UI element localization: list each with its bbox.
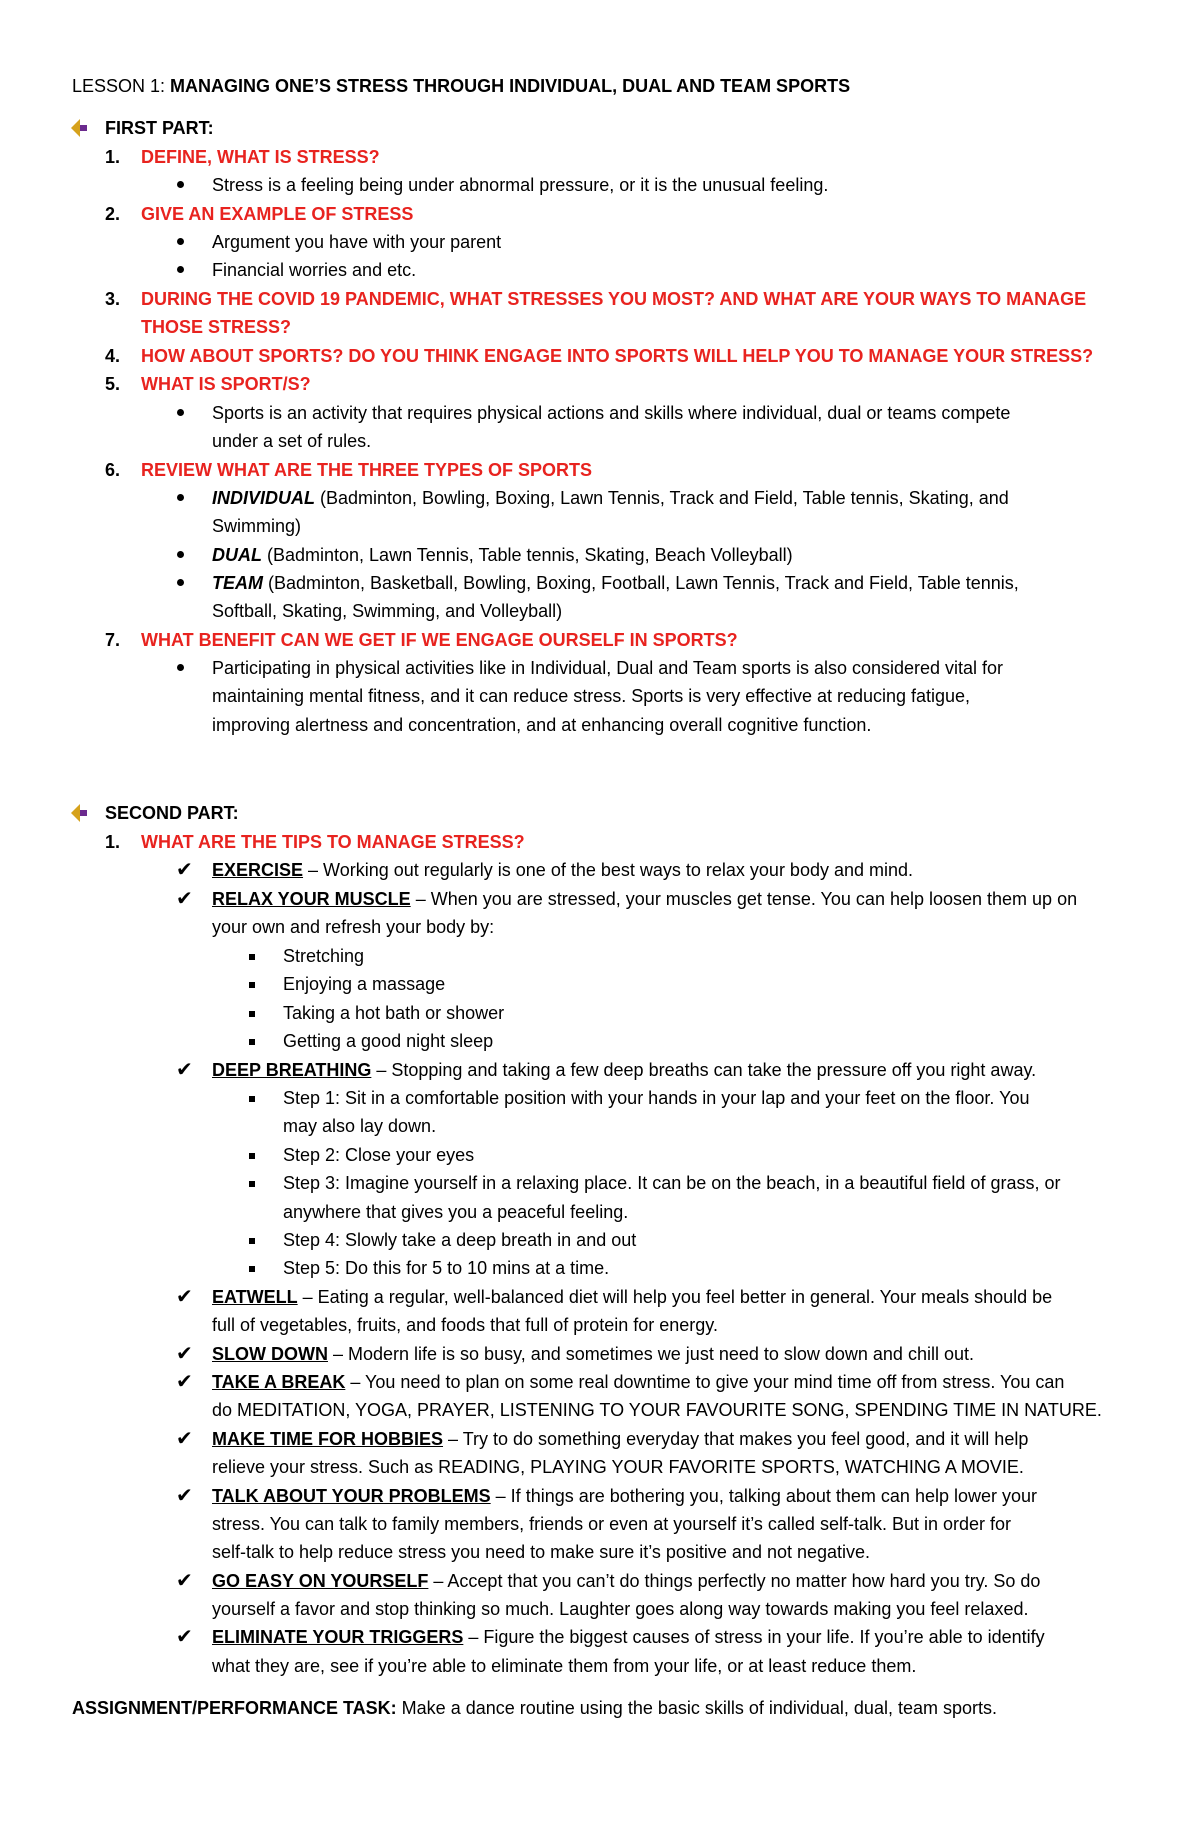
question-number: 2. [105,204,121,224]
square-bullet-icon [249,1096,255,1102]
question-text: WHAT BENEFIT CAN WE GET IF WE ENGAGE OURSELF IN SPORTS? [141,630,738,650]
answer-text: Sports is an activity that requires physical actions and skills where individual, dual or teams compete [212,403,1011,423]
tip-hobbies: MAKE TIME FOR HOBBIES – Try to do something everyday that makes you feel good, and it will help [212,1429,1029,1449]
question-text: WHAT IS SPORT/S? [141,374,311,394]
list-item: Getting a good night sleep [283,1031,494,1051]
first-part-heading: FIRST PART: [105,118,214,138]
checkmark-icon: ✔ [176,1286,193,1308]
tip-slow-down: SLOW DOWN – Modern life is so busy, and sometimes we just need to slow down and chill out. [212,1344,974,1364]
tip-text: yourself a favor and stop thinking so much. Laughter goes along way towards making you feel relaxed. [212,1599,1029,1619]
tip-eatwell: EATWELL – Eating a regular, well-balanced diet will help you feel better in general. Your meals should be [212,1287,1053,1307]
checkmark-icon: ✔ [176,1626,193,1648]
page-title: LESSON 1: MANAGING ONE’S STRESS THROUGH INDIVIDUAL, DUAL AND TEAM SPORTS [72,76,851,96]
tip-exercise: EXERCISE – Working out regularly is one of the best ways to relax your body and mind. [212,860,914,880]
bullet-dot-icon [177,579,184,586]
tip-take-a-break: TAKE A BREAK – You need to plan on some real downtime to give your mind time off from stress. You can [212,1372,1065,1392]
question-number: 6. [105,460,121,480]
square-bullet-icon [249,1039,255,1045]
answer-text: Swimming) [212,516,302,536]
tip-text: stress. You can talk to family members, friends or even at yourself it’s called self-talk. But in order for [212,1514,1012,1534]
bullet-dot-icon [177,266,184,273]
list-item: Enjoying a massage [283,974,446,994]
tip-eliminate-triggers: ELIMINATE YOUR TRIGGERS – Figure the biggest causes of stress in your life. If you’re able to identify [212,1627,1045,1647]
tip-text: self-talk to help reduce stress you need to make sure it’s positive and not negative. [212,1542,871,1562]
sport-type-dual: DUAL (Badminton, Lawn Tennis, Table tennis, Skating, Beach Volleyball) [212,545,793,565]
bullet-dot-icon [177,494,184,501]
answer-text: Stress is a feeling being under abnormal pressure, or it is the unusual feeling. [212,175,829,195]
bullet-dot-icon [177,238,184,245]
question-text: DURING THE COVID 19 PANDEMIC, WHAT STRESSES YOU MOST? AND WHAT ARE YOUR WAYS TO MANAGE [141,289,1087,309]
square-bullet-icon [249,1266,255,1272]
question-text: WHAT ARE THE TIPS TO MANAGE STRESS? [141,832,525,852]
question-text: REVIEW WHAT ARE THE THREE TYPES OF SPORTS [141,460,593,480]
square-bullet-icon [249,1011,255,1017]
answer-text: Softball, Skating, Swimming, and Volleyball) [212,601,563,621]
question-number: 3. [105,289,121,309]
checkmark-icon: ✔ [176,1343,193,1365]
tip-text: what they are, see if you’re able to eliminate them from your life, or at least reduce them. [212,1656,917,1676]
list-item: Step 1: Sit in a comfortable position with your hands in your lap and your feet on the floor. You [283,1088,1030,1108]
sport-type-team: TEAM (Badminton, Basketball, Bowling, Boxing, Football, Lawn Tennis, Track and Field, Table tennis, [212,573,1019,593]
list-item: Step 3: Imagine yourself in a relaxing place. It can be on the beach, in a beautiful field of grass, or [283,1173,1061,1193]
checkmark-icon: ✔ [176,1428,193,1450]
sport-type-individual: INDIVIDUAL (Badminton, Bowling, Boxing, Lawn Tennis, Track and Field, Table tennis, Skating, and [212,488,1009,508]
second-part-heading: SECOND PART: [105,803,239,823]
question-number: 1. [105,147,121,167]
question-number: 4. [105,346,121,366]
list-item: Taking a hot bath or shower [283,1003,505,1023]
question-number: 5. [105,374,121,394]
square-bullet-icon [249,1181,255,1187]
answer-text: under a set of rules. [212,431,372,451]
bullet-dot-icon [177,551,184,558]
checkmark-icon: ✔ [176,1570,193,1592]
bullet-dot-icon [177,409,184,416]
tip-deep-breathing: DEEP BREATHING – Stopping and taking a few deep breaths can take the pressure off you right away. [212,1060,1037,1080]
tip-relax-muscle: RELAX YOUR MUSCLE – When you are stressed, your muscles get tense. You can help loosen them up on [212,889,1078,909]
list-item: Stretching [283,946,365,966]
question-text: DEFINE, WHAT IS STRESS? [141,147,380,167]
list-item: Step 4: Slowly take a deep breath in and out [283,1230,637,1250]
square-bullet-icon [249,1153,255,1159]
tip-text: do MEDITATION, YOGA, PRAYER, LISTENING TO YOUR FAVOURITE SONG, SPENDING TIME IN NATURE. [212,1400,1102,1420]
checkmark-icon: ✔ [176,1059,193,1081]
list-item: may also lay down. [283,1116,437,1136]
list-item: Step 2: Close your eyes [283,1145,475,1165]
answer-text: improving alertness and concentration, and at enhancing overall cognitive function. [212,715,872,735]
question-text: THOSE STRESS? [141,317,292,337]
question-number: 1. [105,832,121,852]
bullet-dot-icon [177,181,184,188]
question-number: 7. [105,630,121,650]
square-bullet-icon [249,982,255,988]
answer-text: Argument you have with your parent [212,232,502,252]
question-text: GIVE AN EXAMPLE OF STRESS [141,204,414,224]
arrow-bullet-icon [70,118,90,138]
tip-go-easy: GO EASY ON YOURSELF – Accept that you can’t do things perfectly no matter how hard you try. So do [212,1571,1041,1591]
checkmark-icon: ✔ [176,859,193,881]
list-item: Step 5: Do this for 5 to 10 mins at a time. [283,1258,610,1278]
tip-text: your own and refresh your body by: [212,917,495,937]
checkmark-icon: ✔ [176,1485,193,1507]
answer-text: Financial worries and etc. [212,260,417,280]
tip-text: full of vegetables, fruits, and foods that full of protein for energy. [212,1315,718,1335]
answer-text: Participating in physical activities like in Individual, Dual and Team sports is also considered vital for [212,658,1004,678]
tip-talk-about-problems: TALK ABOUT YOUR PROBLEMS – If things are bothering you, talking about them can help lower your [212,1486,1037,1506]
bullet-dot-icon [177,664,184,671]
checkmark-icon: ✔ [176,1371,193,1393]
square-bullet-icon [249,1238,255,1244]
question-text: HOW ABOUT SPORTS? DO YOU THINK ENGAGE INTO SPORTS WILL HELP YOU TO MANAGE YOUR STRESS? [141,346,1094,366]
checkmark-icon: ✔ [176,888,193,910]
tip-text: relieve your stress. Such as READING, PLAYING YOUR FAVORITE SPORTS, WATCHING A MOVIE. [212,1457,1024,1477]
arrow-bullet-icon [70,803,90,823]
list-item: anywhere that gives you a peaceful feeling. [283,1202,629,1222]
answer-text: maintaining mental fitness, and it can reduce stress. Sports is very effective at reducing fatigue, [212,686,971,706]
square-bullet-icon [249,954,255,960]
assignment: ASSIGNMENT/PERFORMANCE TASK: Make a dance routine using the basic skills of individual, dual, team sports. [72,1698,997,1718]
